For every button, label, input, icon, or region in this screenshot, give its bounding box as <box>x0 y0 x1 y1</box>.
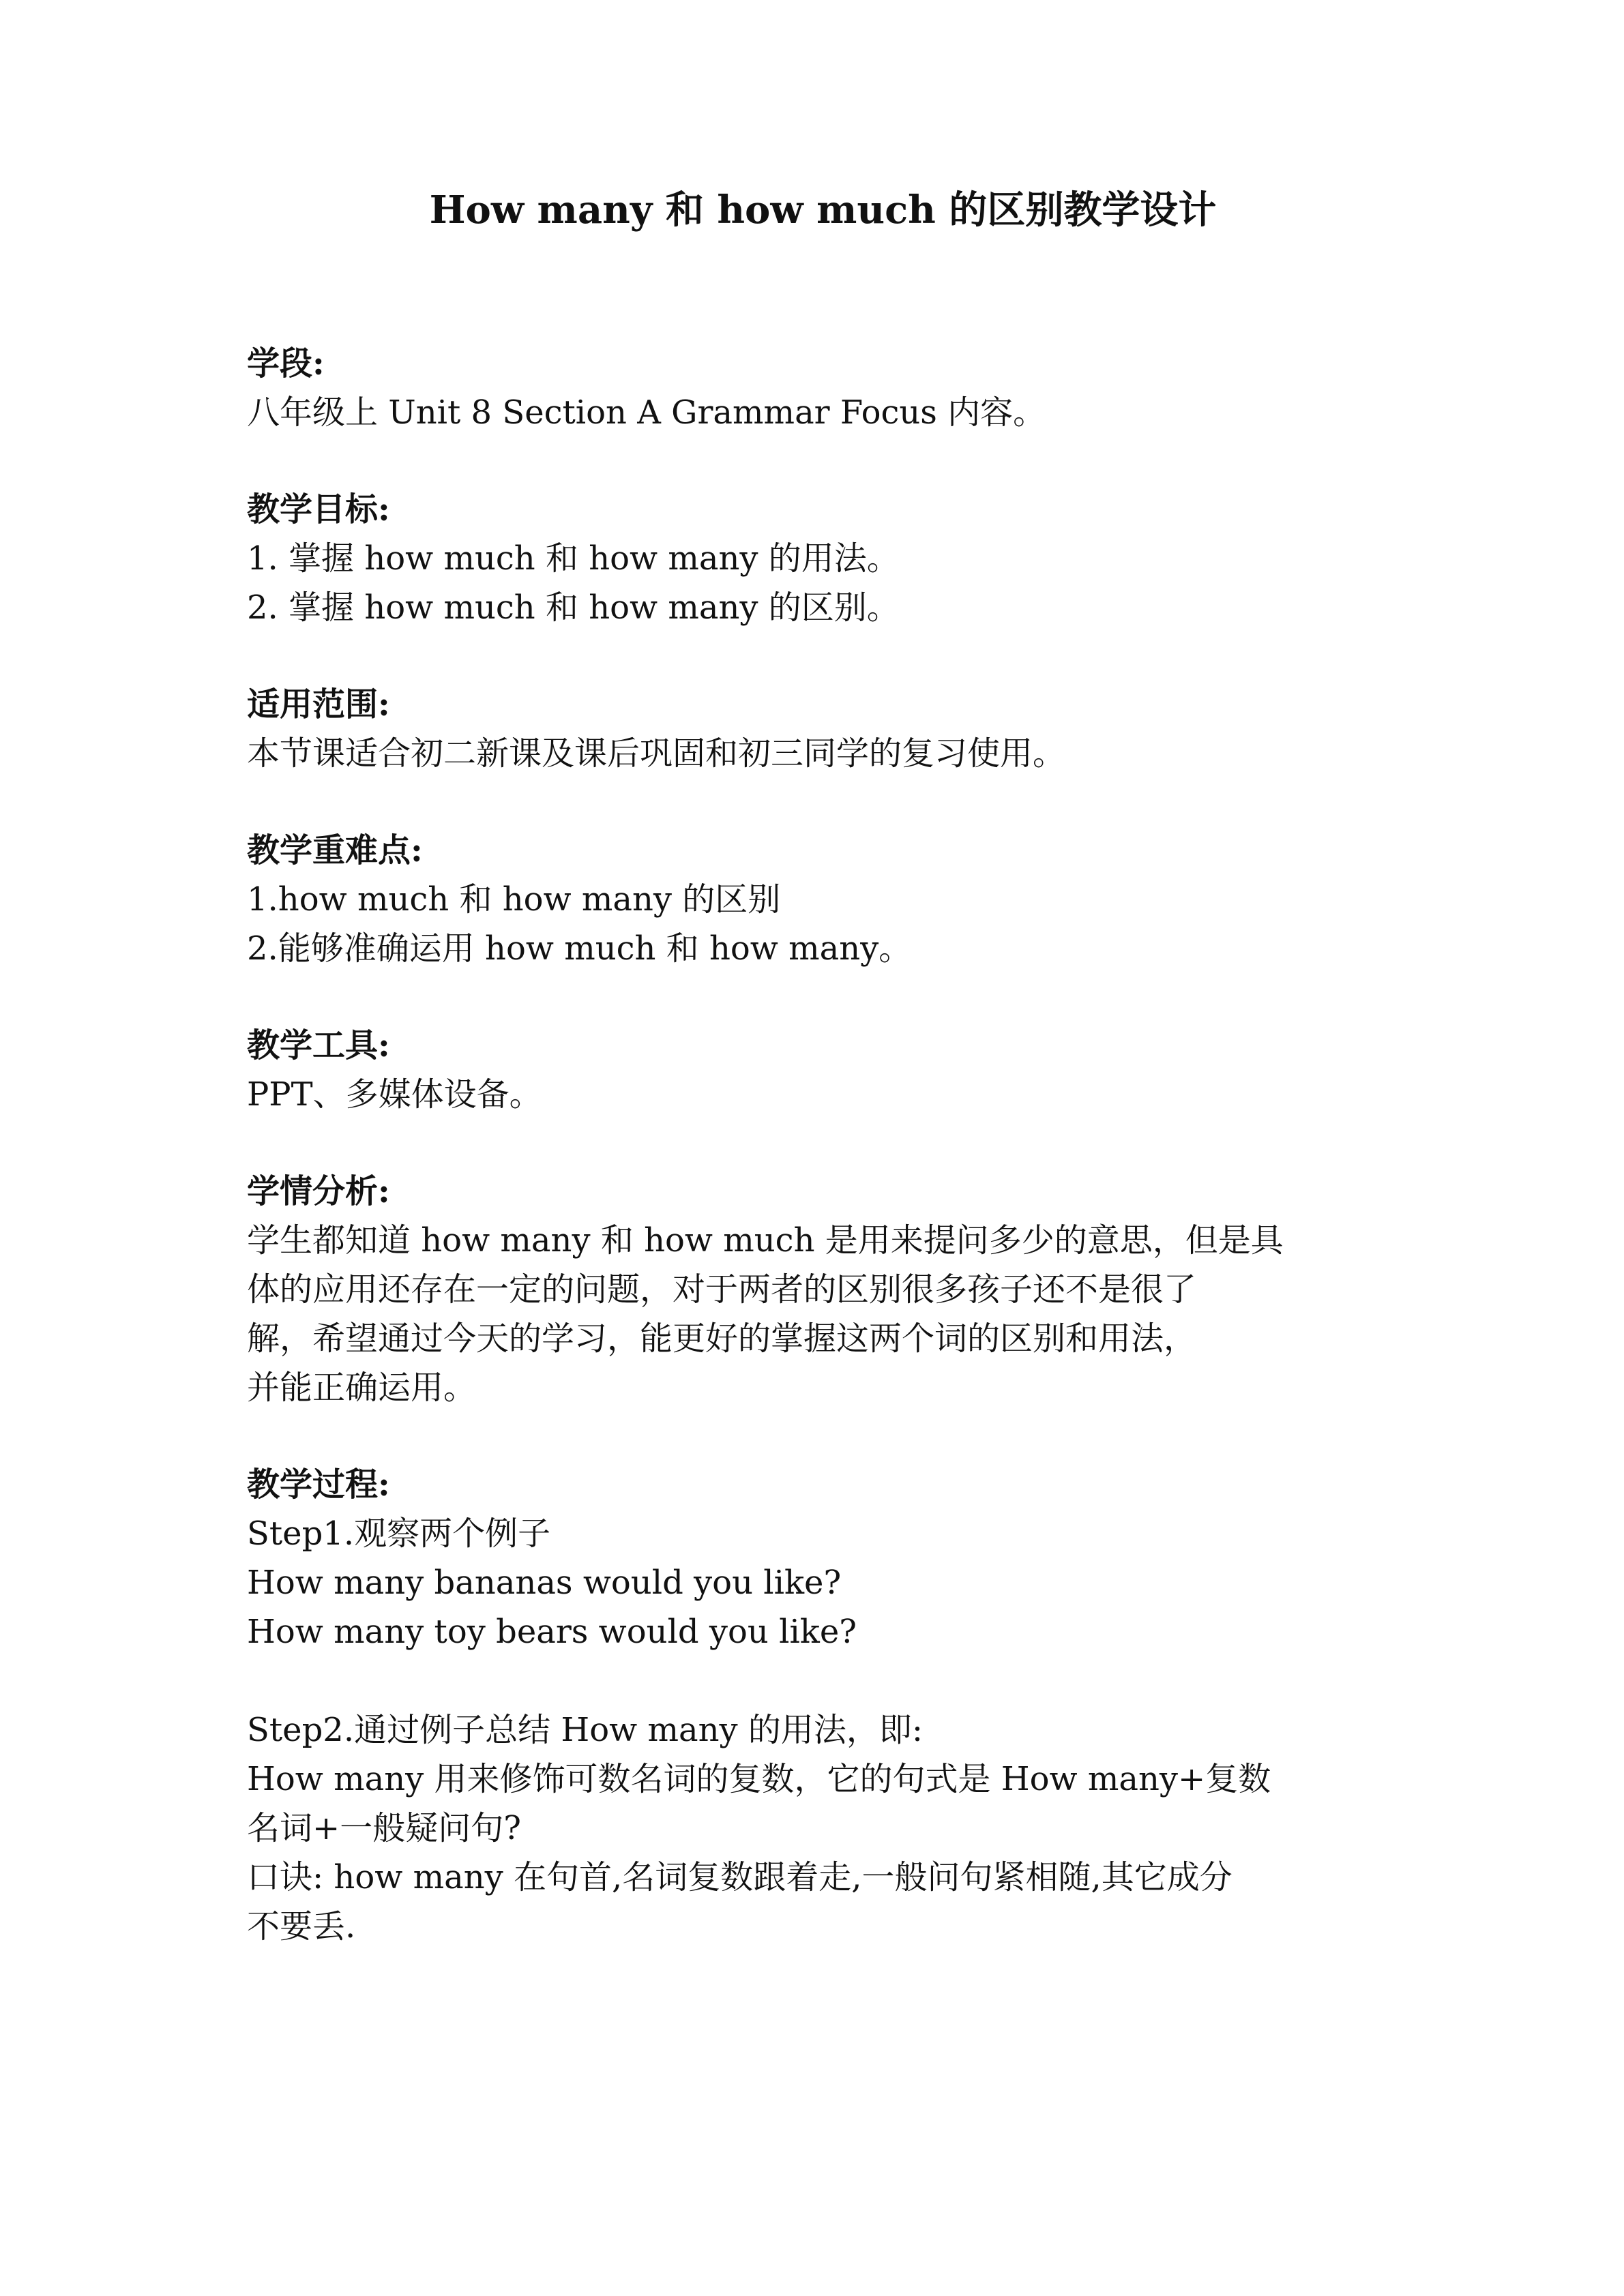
analysis-line: 并能正确运用。 <box>247 1369 477 1407</box>
section-text: PPT、多媒体设备。 <box>247 1075 542 1114</box>
section-heading: 教学工具: <box>247 1026 390 1064</box>
rule-line: How many 用来修饰可数名词的复数，它的句式是 How many+复数 <box>247 1760 1271 1798</box>
section-tools <box>247 1021 1399 1119</box>
goal-item: 2. 掌握 how much 和 how many 的区别。 <box>247 588 900 627</box>
keypoint-item: 1.how much 和 how many 的区别 <box>247 880 781 919</box>
section-text: 八年级上 Unit 8 Section A Grammar Focus 内容。 <box>247 393 1046 432</box>
section-heading: 学情分析: <box>247 1172 390 1210</box>
blank-line <box>247 1656 1399 1705</box>
analysis-line: 解，希望通过今天的学习，能更好的掌握这两个词的区别和用法， <box>247 1320 1197 1358</box>
section-process <box>247 1460 1399 1951</box>
step-heading: Step2.通过例子总结 How many 的用法，即: <box>247 1711 924 1749</box>
section-heading: 教学过程: <box>247 1465 390 1504</box>
section-text: 本节课适合初二新课及课后巩固和初三同学的复习使用。 <box>247 734 1066 773</box>
section-stage <box>247 339 1399 437</box>
analysis-line: 体的应用还存在一定的问题，对于两者的区别很多孩子还不是很了 <box>247 1270 1197 1309</box>
example-sentence: How many toy bears would you like? <box>247 1613 857 1651</box>
step-heading: Step1.观察两个例子 <box>247 1515 551 1553</box>
section-keypoints <box>247 826 1399 973</box>
rhyme-line: 不要丢. <box>247 1907 356 1945</box>
rhyme-line: 口诀: how many 在句首,名词复数跟着走,一般问句紧相随,其它成分 <box>247 1858 1232 1896</box>
section-heading: 适用范围: <box>247 685 390 724</box>
analysis-line: 学生都知道 how many 和 how much 是用来提问多少的意思，但是具 <box>247 1221 1284 1259</box>
section-scope <box>247 680 1399 778</box>
section-heading: 学段: <box>247 344 325 383</box>
section-heading: 教学目标: <box>247 490 390 528</box>
section-analysis <box>247 1167 1399 1412</box>
rule-line: 名词+一般疑问句? <box>247 1809 521 1847</box>
document-title: How many 和 how much 的区别教学设计 <box>429 188 1217 233</box>
keypoint-item: 2.能够准确运用 how much 和 how many。 <box>247 929 912 968</box>
section-heading: 教学重难点: <box>247 831 423 869</box>
example-sentence: How many bananas would you like? <box>247 1564 842 1602</box>
section-goals <box>247 485 1399 632</box>
goal-item: 1. 掌握 how much 和 how many 的用法。 <box>247 539 900 578</box>
